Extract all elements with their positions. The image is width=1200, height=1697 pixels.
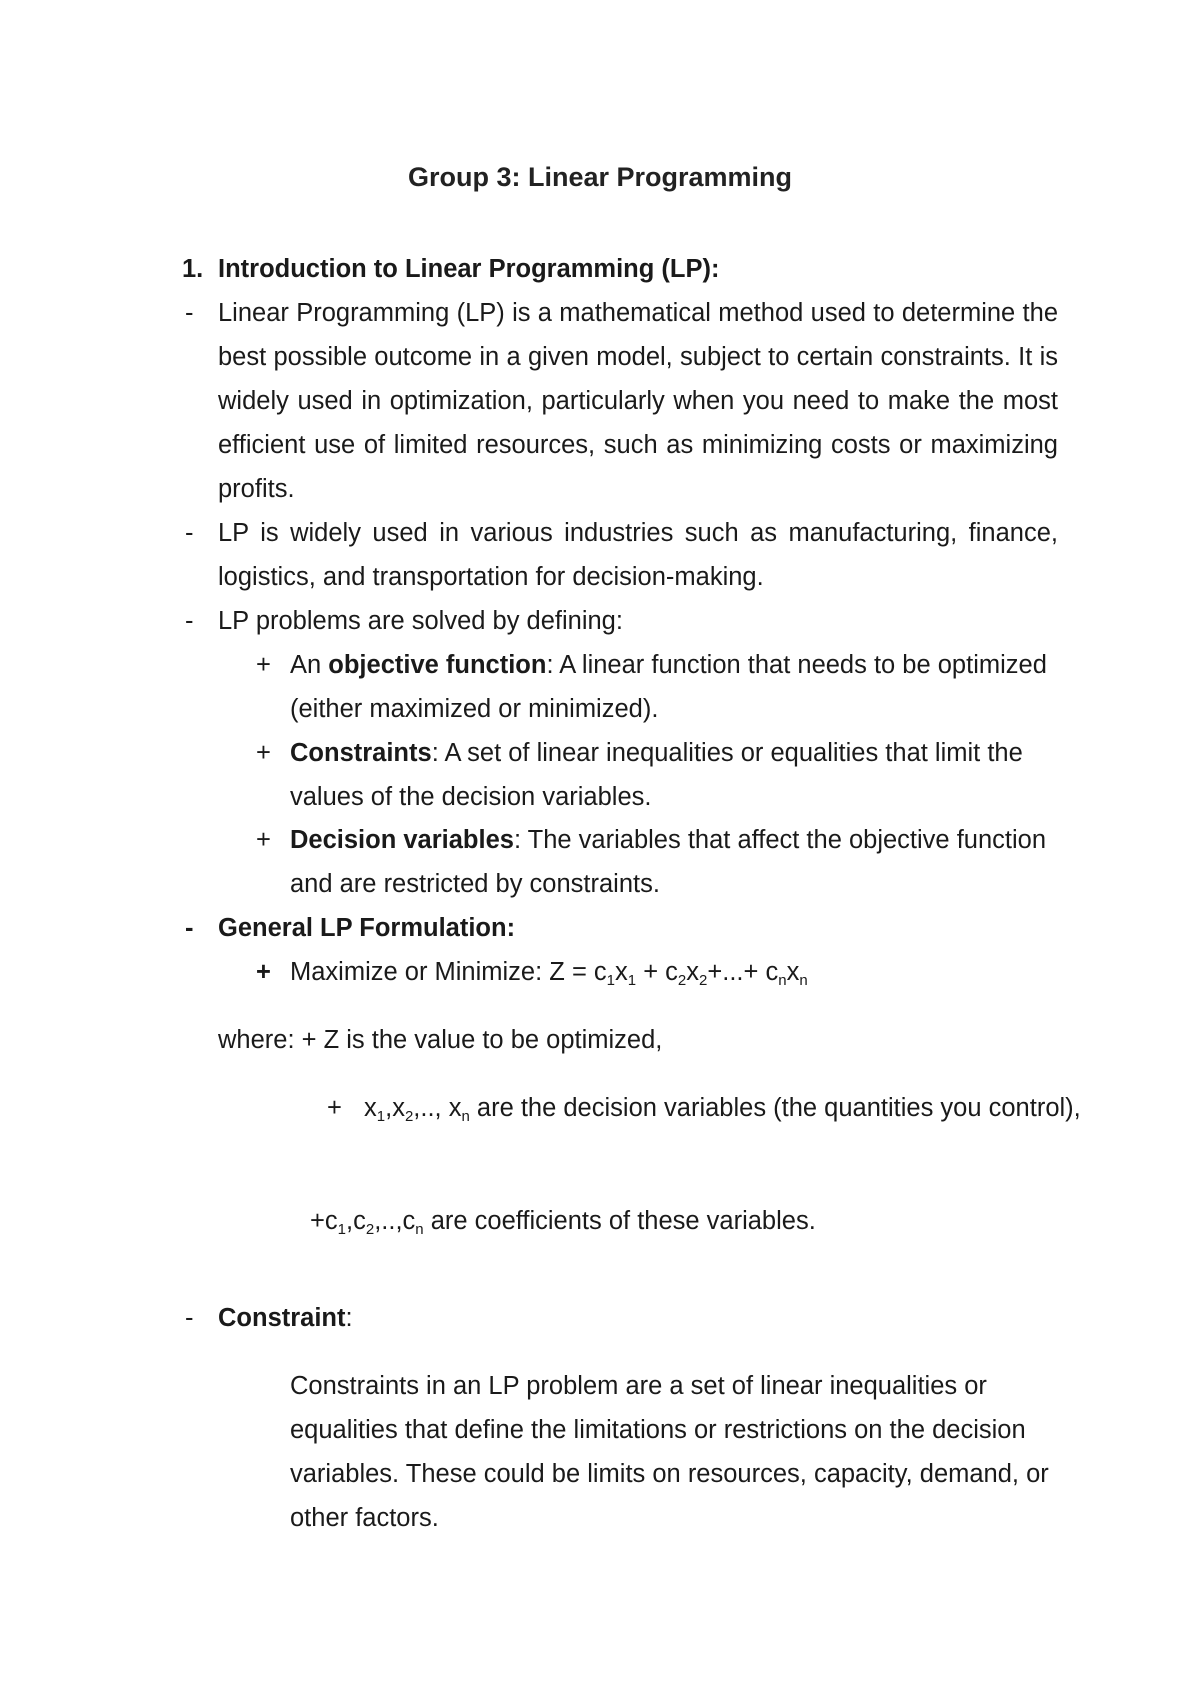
formulation-heading: General LP Formulation: [218, 914, 516, 942]
bullet-dash: - [185, 299, 194, 327]
definition-constraints: Constraints: A set of linear inequalities or equalities that limit the values of the decision variables. [290, 739, 1023, 811]
defining-paragraph: LP problems are solved by defining: [218, 607, 623, 635]
section-number: 1. [182, 255, 204, 283]
bullet-dash: - [185, 607, 194, 635]
where-c-line: $+c_1,c_2,..,c_n$ are coefficients of these variables. [310, 1207, 816, 1238]
constraint-paragraph: Constraints in an LP problem are a set of linear inequalities or equalities that define the limitations or restrictions on the decision variables. These could be limits on resources, capacity, demand, or other factors. [290, 1372, 1049, 1532]
where-z-line: where: + Z is the value to be optimized, [218, 1026, 663, 1054]
bullet-dash: - [185, 1304, 194, 1332]
bullet-plus: + [256, 826, 271, 854]
page-title: Group 3: Linear Programming [407, 162, 793, 192]
definition-objective: An objective function: A linear function that needs to be optimized (either maximized or minimized). [290, 651, 1047, 723]
constraint-heading: Constraint: [218, 1304, 353, 1332]
bullet-dash: - [185, 914, 194, 942]
industries-paragraph: LP is widely used in various industries such as manufacturing, finance, logistics, and transportation for decision-making. [218, 519, 1058, 591]
definition-decision-variables: Decision variables: The variables that affect the objective function and are restricted by constraints. [290, 826, 1047, 898]
bullet-plus: + [256, 958, 271, 986]
bullet-dash: - [185, 519, 194, 547]
bullet-plus: + [327, 1094, 342, 1122]
bullet-plus: + [256, 651, 271, 679]
section-heading: Introduction to Linear Programming (LP): [218, 255, 720, 283]
intro-paragraph: Linear Programming (LP) is a mathematical method used to determine the best possible outcome in a given model, subject to certain constraints. It is widely used in optimization, particularly when you need to make the most efficient use of limited resources, such as minimizing costs or maximizing profits. [218, 299, 1058, 503]
bullet-plus: + [256, 739, 271, 767]
objective-formula: Maximize or Minimize: $Z = c_1x_1 + c_2x_2+...+ c_nx_n$ [290, 958, 808, 989]
where-x-line: $x_1,x_2$,.., $x_n$ are the decision variables (the quantities you control), [364, 1094, 1081, 1125]
